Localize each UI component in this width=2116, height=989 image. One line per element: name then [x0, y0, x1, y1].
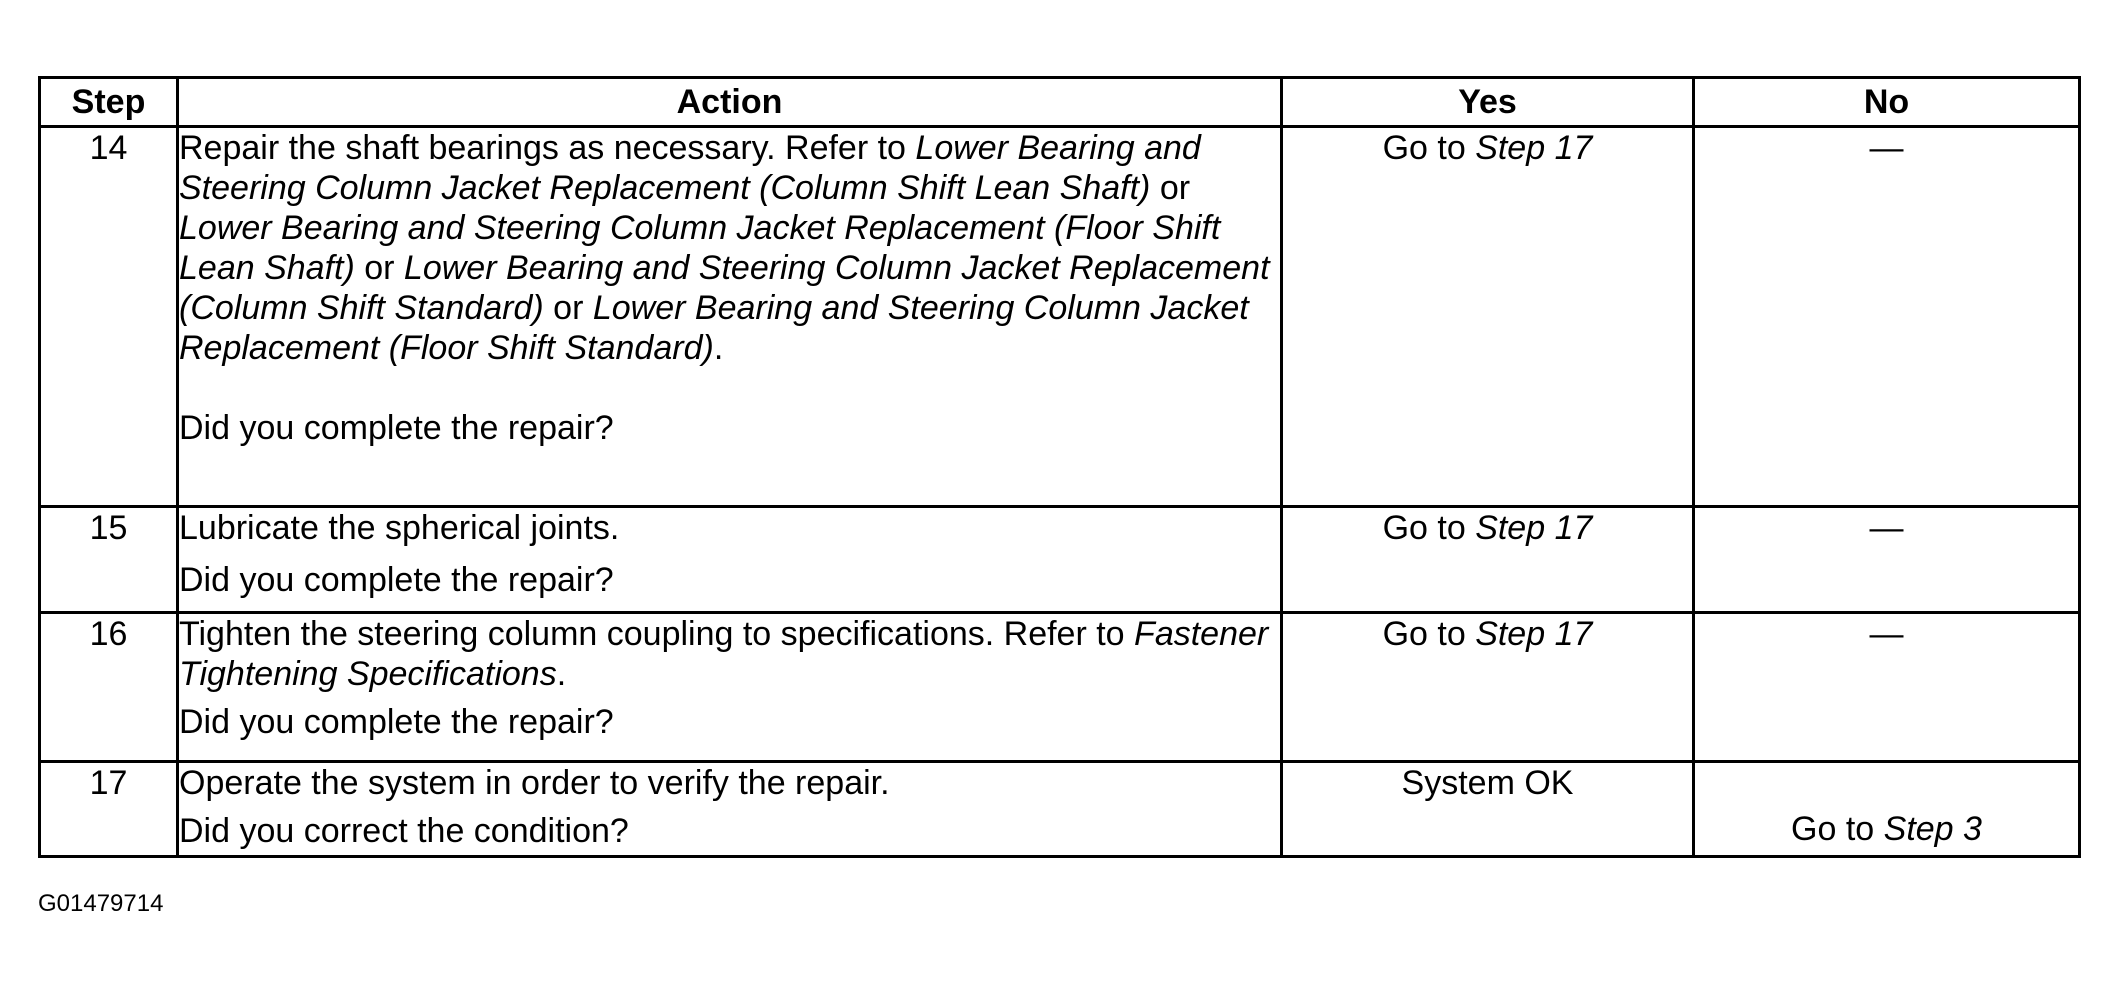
action-text	[179, 614, 1280, 694]
yes-prefix: Go to	[1382, 129, 1476, 167]
action-text-part: or	[543, 289, 593, 327]
action-cell	[178, 127, 1282, 507]
procedure-reference: Lower Bearing and Steering Column Jacket Replacement (Column Shift Standard)	[179, 249, 1270, 327]
header-no: No	[1694, 78, 2080, 127]
no-dash: —	[1869, 509, 1904, 547]
action-text	[179, 128, 1280, 368]
procedure-reference: Fastener Tightening Specifications	[179, 615, 1269, 693]
header-step: Step	[40, 78, 178, 127]
action-text-part: .	[556, 655, 567, 693]
procedure-reference: Lower Bearing and Steering Column Jacket Replacement (Floor Shift Standard)	[179, 289, 1249, 367]
action-cell	[178, 762, 1282, 857]
table-row-step-16	[40, 613, 2080, 762]
yes-step-reference: Step 17	[1475, 129, 1593, 167]
action-question: Did you complete the repair?	[179, 409, 614, 447]
action-text-part: or	[1150, 169, 1191, 207]
yes-cell	[1282, 613, 1694, 762]
header-action: Action	[178, 78, 1282, 127]
no-step-reference: Step 3	[1883, 810, 1982, 848]
action-question: Did you correct the condition?	[179, 812, 629, 850]
action-text-part: Repair the shaft bearings as necessary. Refer to	[179, 129, 916, 167]
yes-cell: System OK	[1282, 762, 1694, 857]
procedure-reference: Lower Bearing and Steering Column Jacket Replacement (Floor Shift Lean Shaft)	[179, 209, 1221, 287]
procedure-reference: Lower Bearing and Steering Column Jacket Replacement (Column Shift Lean Shaft)	[179, 129, 1201, 207]
action-text-part: .	[713, 329, 724, 367]
action-text: Operate the system in order to verify the repair.	[179, 764, 890, 802]
action-cell	[178, 507, 1282, 613]
no-dash: —	[1869, 615, 1904, 653]
action-question: Did you complete the repair?	[179, 703, 614, 741]
diagnostic-table	[38, 76, 2081, 858]
yes-cell	[1282, 127, 1694, 507]
no-cell	[1694, 507, 2080, 613]
action-question: Did you complete the repair?	[179, 561, 614, 599]
table-row-step-17	[40, 762, 2080, 857]
yes-step-reference: Step 17	[1475, 615, 1593, 653]
yes-cell	[1282, 507, 1694, 613]
action-cell	[178, 613, 1282, 762]
figure-id: G01479714	[38, 890, 164, 917]
table-row-step-15	[40, 507, 2080, 613]
no-prefix: Go to	[1791, 810, 1884, 848]
yes-prefix: Go to	[1382, 615, 1476, 653]
step-number: 15	[40, 507, 178, 613]
action-text: Lubricate the spherical joints.	[179, 509, 620, 547]
no-cell	[1694, 762, 2080, 857]
header-row	[40, 78, 2080, 127]
no-cell	[1694, 613, 2080, 762]
yes-step-reference: Step 17	[1475, 509, 1593, 547]
step-number: 14	[40, 127, 178, 507]
header-yes: Yes	[1282, 78, 1694, 127]
no-cell	[1694, 127, 2080, 507]
table-row-step-14	[40, 127, 2080, 507]
step-number: 16	[40, 613, 178, 762]
no-dash: —	[1869, 129, 1904, 167]
yes-prefix: Go to	[1382, 509, 1476, 547]
action-text-part: or	[354, 249, 404, 287]
action-text-part: Tighten the steering column coupling to specifications. Refer to	[179, 615, 1135, 653]
step-number: 17	[40, 762, 178, 857]
